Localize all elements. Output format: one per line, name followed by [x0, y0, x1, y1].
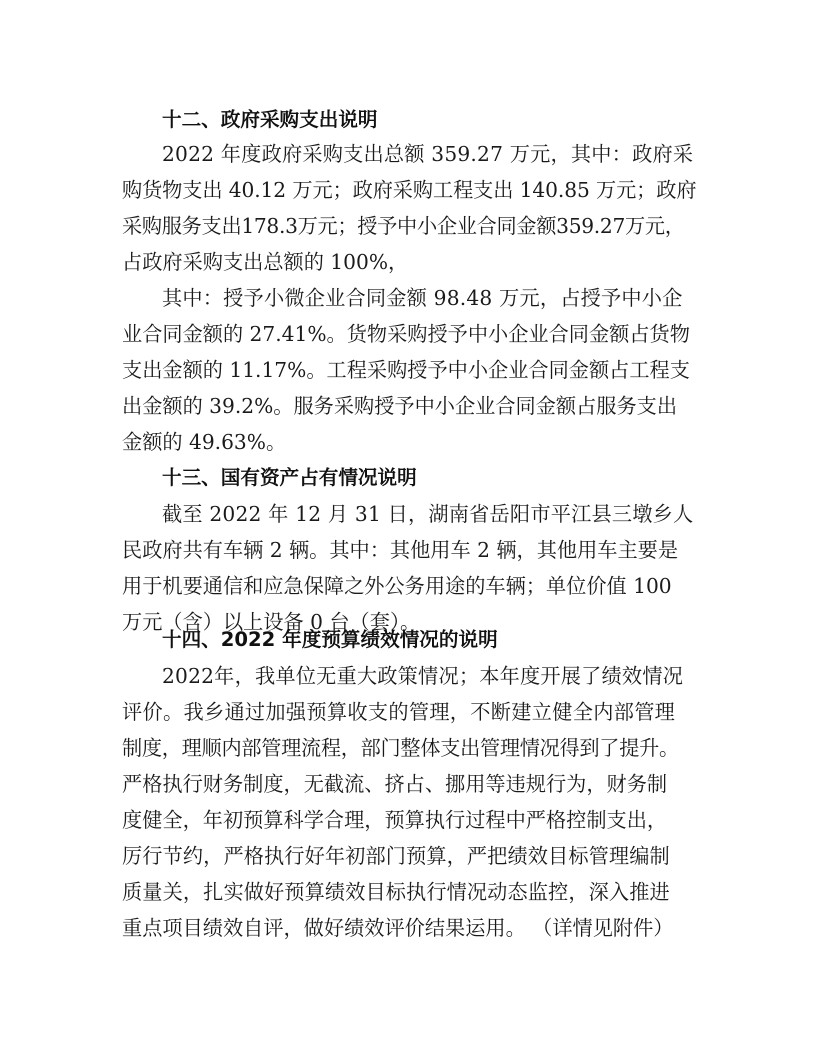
- paragraph-line: 2022 年度政府采购支出总额 359.27 万元，其中：政府采: [162, 142, 694, 166]
- paragraph-line: 严格执行财务制度，无截流、挤占、挪用等违规行为，财务制: [122, 772, 668, 796]
- paragraph-line: 度健全，年初预算科学合理，预算执行过程中严格控制支出，: [122, 808, 668, 832]
- paragraph-line: 出金额的 39.2%。服务采购授予中小企业合同金额占服务支出: [122, 394, 678, 418]
- paragraph-line: 评价。我乡通过加强预算收支的管理，不断建立健全内部管理: [122, 700, 676, 724]
- paragraph-line: 制度，理顺内部管理流程，部门整体支出管理情况得到了提升。: [122, 736, 679, 760]
- paragraph-line: 厉行节约，严格执行好年初部门预算，严把绩效目标管理编制: [122, 844, 670, 868]
- paragraph-line: 质量关，扎实做好预算绩效目标执行情况动态监控，深入推进: [122, 880, 670, 904]
- paragraph-line: 其中：授予小微企业合同金额 98.48 万元，占授予中小企: [162, 286, 683, 310]
- paragraph-line: 金额的 49.63%。: [122, 430, 287, 454]
- paragraph-line: 占政府采购支出总额的 100%，: [122, 250, 409, 274]
- paragraph-line: 重点项目绩效自评，做好绩效评价结果运用。 （详情见附件）: [122, 916, 674, 940]
- paragraph-line: 万元（含）以上设备 0 台（套）。: [122, 610, 421, 634]
- paragraph-line: 业合同金额的 27.41%。货物采购授予中小企业合同金额占货物: [122, 322, 690, 346]
- paragraph-line: 支出金额的 11.17%。工程采购授予中小企业合同金额占工程支: [122, 358, 690, 382]
- paragraph-line: 购货物支出 40.12 万元；政府采购工程支出 140.85 万元；政府: [122, 178, 697, 202]
- section-14-heading: 十四、2022 年度预算绩效情况的说明: [162, 628, 498, 651]
- paragraph-line: 2022年，我单位无重大政策情况；本年度开展了绩效情况: [162, 664, 684, 688]
- section-13-heading: 十三、国有资产占有情况说明: [162, 466, 417, 489]
- paragraph-line: 民政府共有车辆 2 辆。其中：其他用车 2 辆，其他用车主要是: [122, 538, 679, 562]
- paragraph-line: 截至 2022 年 12 月 31 日，湖南省岳阳市平江县三墩乡人: [162, 502, 694, 526]
- paragraph-line: 采购服务支出178.3万元；授予中小企业合同金额359.27万元，: [122, 214, 685, 238]
- paragraph-line: 用于机要通信和应急保障之外公务用途的车辆；单位价值 100: [122, 574, 672, 598]
- section-12-heading: 十二、政府采购支出说明: [162, 108, 378, 131]
